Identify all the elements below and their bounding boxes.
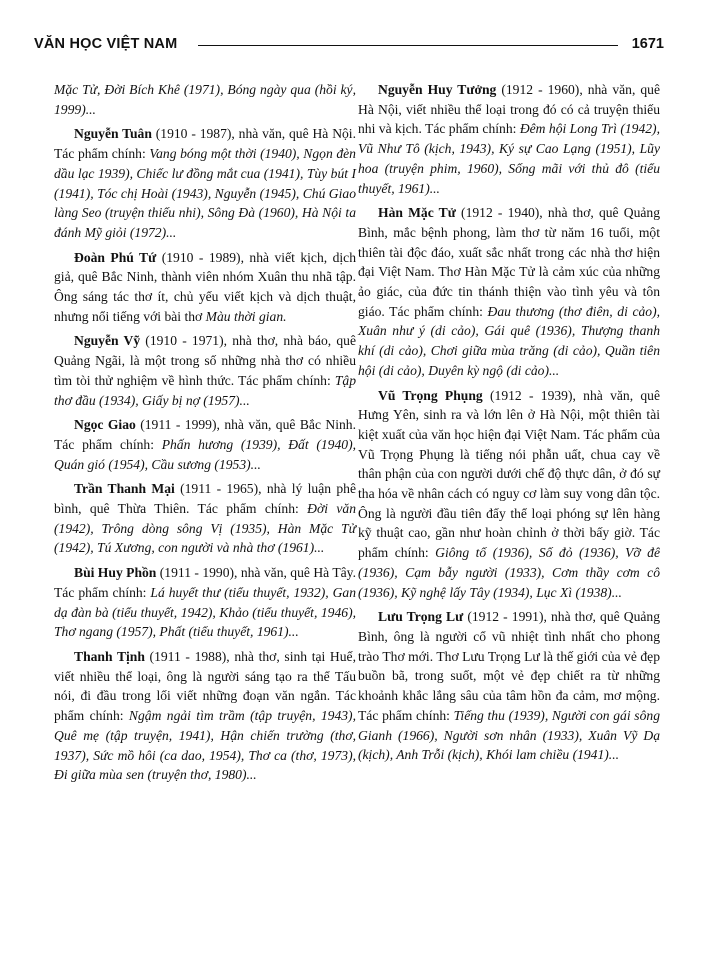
entry-works: Đêm hội Long Trì (1942), Vũ Như Tô (kịch, 1943), Ký sự Cao Lạng (1951), Lũy hoa (truyện phim, 1960), Sống mãi với thủ đô (tiểu thuyết, 1961)... xyxy=(358,121,660,196)
entry-luu-trong-lu xyxy=(358,607,660,765)
entry-text: (1912 - 1940), nhà thơ, quê Quảng Bình, mắc bệnh phong, làm thơ từ năm 16 tuổi, một thiên tài độc đáo, xuất sắc nhất trong các nhà thơ hiện đại Việt Nam. Thơ Hàn Mặc Tử là cảm xúc của những ảo giác, của đức tin thánh thiện vào tình yêu và tôn giáo. Tác phẩm chính: xyxy=(358,205,660,319)
author-name: Nguyễn Tuân xyxy=(74,126,152,142)
author-name: Nguyễn Vỹ xyxy=(74,333,141,349)
entry-works: Mặc Tử, Đời Bích Khê (1971), Bóng ngày qua (hồi ký, 1999)... xyxy=(54,82,356,117)
entry-text: (1911 - 1990), nhà văn, quê Hà Tây. Tác phẩm chính: xyxy=(54,565,356,600)
author-name: Đoàn Phú Tứ xyxy=(74,249,157,265)
author-name: Ngọc Giao xyxy=(74,417,136,433)
entry-works: Đau thương (thơ điên, di cảo), Xuân như ý (di cảo), Gái quê (1936), Thượng thanh khí (di cảo), Chơi giữa mùa trăng (di cảo), Quần tiên hội (di cảo), Duyên kỳ ngộ (di cảo)... xyxy=(358,303,661,378)
entry-works: Đời văn (1942), Trông dòng sông Vị (1935), Hàn Mặc Tử (1942), Tú Xương, con người và nhà thơ (1961)... xyxy=(54,501,357,556)
author-name: Vũ Trọng Phụng xyxy=(378,387,483,403)
entry-works: Tiếng thu (1939), Người con gái sông Gianh (1966), Người sơn nhân (1933), Xuân Vỹ Dạ (kịch), Anh Trỗi (kịch), Khói lam chiều (1941)... xyxy=(358,707,660,763)
entry-vu-trong-phung xyxy=(358,386,660,603)
author-name: Hàn Mặc Tử xyxy=(378,205,456,221)
entry-han-mac-tu xyxy=(358,203,660,380)
entry-bui-huy-phon xyxy=(54,563,356,642)
entry-text: (1910 - 1989), nhà viết kịch, dịch giả, quê Bắc Ninh, thành viên nhóm Xuân thu nhã tập. Ông sáng tác thơ ít, chủ yếu viết kịch và dịch thuật, nhưng nổi tiếng với bài thơ xyxy=(54,249,356,324)
entry-text: (1912 - 1939), nhà văn, quê Hưng Yên, sinh ra và lớn lên ở Hà Nội, một thiên tài kiệt xuất của văn học hiện đại Việt Nam. Tác phẩm của Vũ Trọng Phụng là tiếng nói phẫn uất, chua cay về thân phận của con người dưới chế độ thực dân, ở đó sự tha hóa về nhân cách có nguy cơ làm suy vong dân tộc. Ông là người đầu tiên đẩy thể loại phóng sự lên hàng kỹ thuật cao, gần như hoàn chỉnh ở thời bấy giờ. Tác phẩm chính: xyxy=(358,387,660,561)
author-name: Bùi Huy Phồn xyxy=(74,565,157,581)
entry-works: Tập thơ đầu (1934), Giấy bị nợ (1957)... xyxy=(54,372,356,408)
entry-text: (1910 - 1987), nhà văn, quê Hà Nội. Tác phẩm chính: xyxy=(54,126,356,162)
entry-works: Vang bóng một thời (1940), Ngọn đèn dầu lạc 1939), Chiếc lư đồng mắt cua (1941), Tùy bút I (1941), Tóc chị Hoài (1943), Nguyễn (1945), Chú Giao làng Seo (truyện thiếu nhi), Sông Đà (1960), Hà Nội ta đánh Mỹ giỏi (1972)... xyxy=(54,146,356,240)
entry-continued xyxy=(54,80,356,119)
entry-text: (1910 - 1971), nhà thơ, nhà báo, quê Quảng Ngãi, là một trong số những nhà thơ có nhiều tìm tòi thử nghiệm về hình thức. Tác phẩm chính: xyxy=(54,333,356,388)
author-name: Trần Thanh Mại xyxy=(74,481,175,497)
entry-tran-thanh-mai xyxy=(54,479,356,558)
entry-text: (1911 - 1999), nhà văn, quê Bắc Ninh. Tác phẩm chính: xyxy=(54,417,356,452)
author-name: Lưu Trọng Lư xyxy=(378,609,464,625)
running-title: VĂN HỌC VIỆT NAM xyxy=(34,36,178,52)
right-column xyxy=(358,80,660,770)
entry-works: Lá huyết thư (tiểu thuyết, 1932), Gan dạ đàn bà (tiểu thuyết, 1942), Khảo (tiểu thuyết, 1946), Thơ ngang (1957), Phất (tiểu thuyết, 1961)... xyxy=(54,584,356,640)
page-header xyxy=(34,34,664,56)
entry-works: Phấn hương (1939), Đất (1940), Quán gió (1954), Cầu sương (1953)... xyxy=(54,436,356,472)
entry-text: (1912 - 1991), nhà thơ, quê Quảng Bình, ông là người cổ vũ nhiệt tình nhất cho phong trào Thơ mới. Thơ Lưu Trọng Lư là thế giới của vẻ đẹp buồn bã, trong suốt, một vẻ đẹp chiết ra từ những khoảnh khắc lắng sâu của tâm hồn đa cảm, mơ mộng. Tác phẩm chính: xyxy=(358,609,660,723)
entry-ngoc-giao xyxy=(54,415,356,474)
entry-thanh-tinh xyxy=(54,647,356,785)
entry-nguyen-tuan xyxy=(54,124,356,242)
author-name: Thanh Tịnh xyxy=(74,648,145,664)
entry-doan-phu-tu xyxy=(54,248,356,327)
author-name: Nguyễn Huy Tưởng xyxy=(378,82,497,97)
entry-works: Ngậm ngải tìm trầm (tập truyện, 1943), Quê mẹ (tập truyện, 1941), Hận chiến trường (thơ, 1937), Sức mồ hôi (ca dao, 1954), Thơ ca (thơ, 1973), Đi giữa mùa sen (truyện thơ, 1980)... xyxy=(54,708,356,783)
left-column xyxy=(54,80,356,790)
entry-text: (1911 - 1965), nhà lý luận phê bình, quê Thừa Thiên. Tác phẩm chính: xyxy=(54,481,356,517)
page-number: 1671 xyxy=(631,36,664,52)
entry-works: Màu thời gian. xyxy=(205,308,287,324)
entry-nguyen-vy xyxy=(54,331,356,410)
entry-works: Giông tố (1936), Số đỏ (1936), Vỡ đê (1936), Cạm bẫy người (1933), Cơm thầy cơm cô (1936), Kỹ nghệ lấy Tây (1934), Lục Xì (1938)... xyxy=(358,545,660,600)
entry-text: (1911 - 1988), nhà thơ, sinh tại Huế, viết nhiều thể loại, ông là người sáng tạo ra thể Tấu nói, đi đầu trong lối viết những đoạn văn ngắn. Tác phẩm chính: xyxy=(54,648,356,724)
entry-nguyen-huy-tuong xyxy=(358,80,660,198)
header-rule xyxy=(198,45,618,46)
entry-text: (1912 - 1960), nhà văn, quê Hà Nội, viết nhiều thể loại trong đó có cả truyện thiếu nhi và kịch. Tác phẩm chính: xyxy=(358,82,660,137)
